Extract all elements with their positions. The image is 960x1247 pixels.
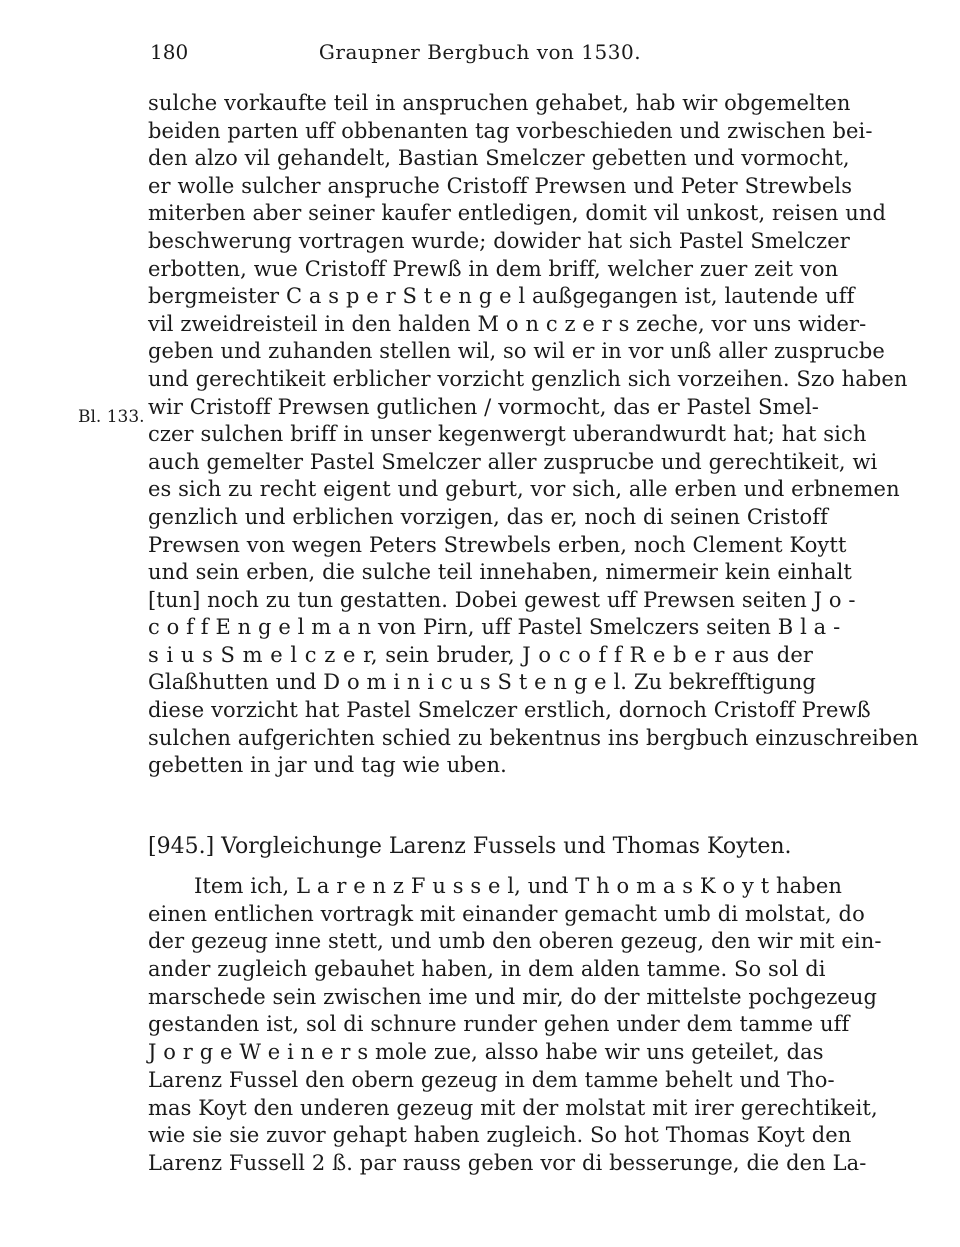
text-line: bergmeister C a s p e r S t e n g e l außgegangen ist, lautende uff [148,284,855,309]
text-line: wie sie sie zuvor gehapt haben zugleich. So hot Thomas Koyt den [148,1123,852,1148]
text-line: er wolle sulcher anspruche Cristoff Prewsen und Peter Strewbels [148,173,853,198]
text-line: Glaßhutten und D o m i n i c u s S t e n g e l. Zu bekrefftigung [148,670,816,695]
text-line: der gezeug inne stett, und umb den oberen gezeug, den wir mit ein- [148,929,882,954]
text-line: und gerechtikeit erblicher vorzicht genzlich sich vorzeihen. Szo haben [148,366,908,391]
paragraph-2 [148,873,882,1178]
margin-note: Bl. 133. [78,407,145,427]
paragraph-1 [148,90,919,780]
page-number: 180 [150,40,189,64]
running-title: Graupner Bergbuch von 1530. [318,40,642,64]
text-line: sulchen aufgerichten schied zu bekentnus ins bergbuch einzuschreiben [148,725,919,750]
text-line: ander zugleich gebauhet haben, in dem alden tamme. So sol di [148,957,826,982]
page-header [150,40,810,70]
text-line: sulche vorkaufte teil in anspruchen gehabet, hab wir obgemelten [148,91,851,115]
text-line: [tun] noch zu tun gestatten. Dobei gewest uff Prewsen seiten J o - [148,587,856,612]
text-line: erbotten, wue Cristoff Prewß in dem briff, welcher zuer zeit von [148,256,839,281]
text-line: diese vorzicht hat Pastel Smelczer erstlich, dornoch Cristoff Prewß [148,698,871,723]
text-line: Prewsen von wegen Peters Strewbels erben, noch Clement Koytt [148,532,847,557]
text-line: gebetten in jar und tag wie uben. [148,753,507,778]
section-heading: [945.] Vorgleichunge Larenz Fussels und Thomas Koyten. [148,834,792,859]
text-line: den alzo vil gehandelt, Bastian Smelczer gebetten und vormocht, [148,146,850,171]
text-line: einen entlichen vortragk mit einander gemacht umb di molstat, do [148,901,865,926]
text-line: J o r g e W e i n e r s mole zue, alsso habe wir uns geteilet, das [148,1040,824,1065]
text-line: miterben aber seiner kaufer entledigen, domit vil unkost, reisen und [148,201,887,226]
text-line: czer sulchen briff in unser kegenwergt uberandwurdt hat; hat sich [148,422,867,447]
text-line: es sich zu recht eigent und geburt, vor sich, alle erben und erbnemen [148,477,900,502]
text-line: Larenz Fussell 2 ß. par rauss geben vor di besserunge, die den La- [148,1150,867,1175]
text-line: genzlich und erblichen vorzigen, das er, noch di seinen Cristoff [148,504,828,529]
text-line: und sein erben, die sulche teil innehaben, nimermeir kein einhalt [148,560,852,585]
text-line: gestanden ist, sol di schnure runder gehen under dem tamme uff [148,1012,850,1037]
text-line: marschede sein zwischen ime und mir, do der mittelste pochgezeug [148,984,878,1009]
text-line: c o f f E n g e l m a n von Pirn, uff Pastel Smelczers seiten B l a - [148,615,841,640]
text-line: s i u s S m e l c z e r, sein bruder, J o c o f f R e b e r aus der [148,642,813,667]
text-line: auch gemelter Pastel Smelczer aller zusprucbe und gerechtikeit, wi [148,449,878,474]
text-line: beschwerung vortragen wurde; dowider hat sich Pastel Smelczer [148,228,850,253]
text-line: wir Cristoff Prewsen gutlichen / vormocht, das er Pastel Smel- [148,394,820,419]
text-line: beiden parten uff obbenanten tag vorbeschieden und zwischen bei- [148,118,873,143]
text-line: geben und zuhanden stellen wil, so wil er in vor unß aller zusprucbe [148,339,885,364]
text-line: Item ich, L a r e n z F u s s e l, und T h o m a s K o y t haben [194,874,842,898]
text-line: vil zweidreisteil in den halden M o n c z e r s zeche, vor uns wider- [148,311,867,336]
text-line: Larenz Fussel den obern gezeug in dem tamme behelt und Tho- [148,1067,835,1092]
text-line: mas Koyt den underen gezeug mit der molstat mit irer gerechtikeit, [148,1095,878,1120]
